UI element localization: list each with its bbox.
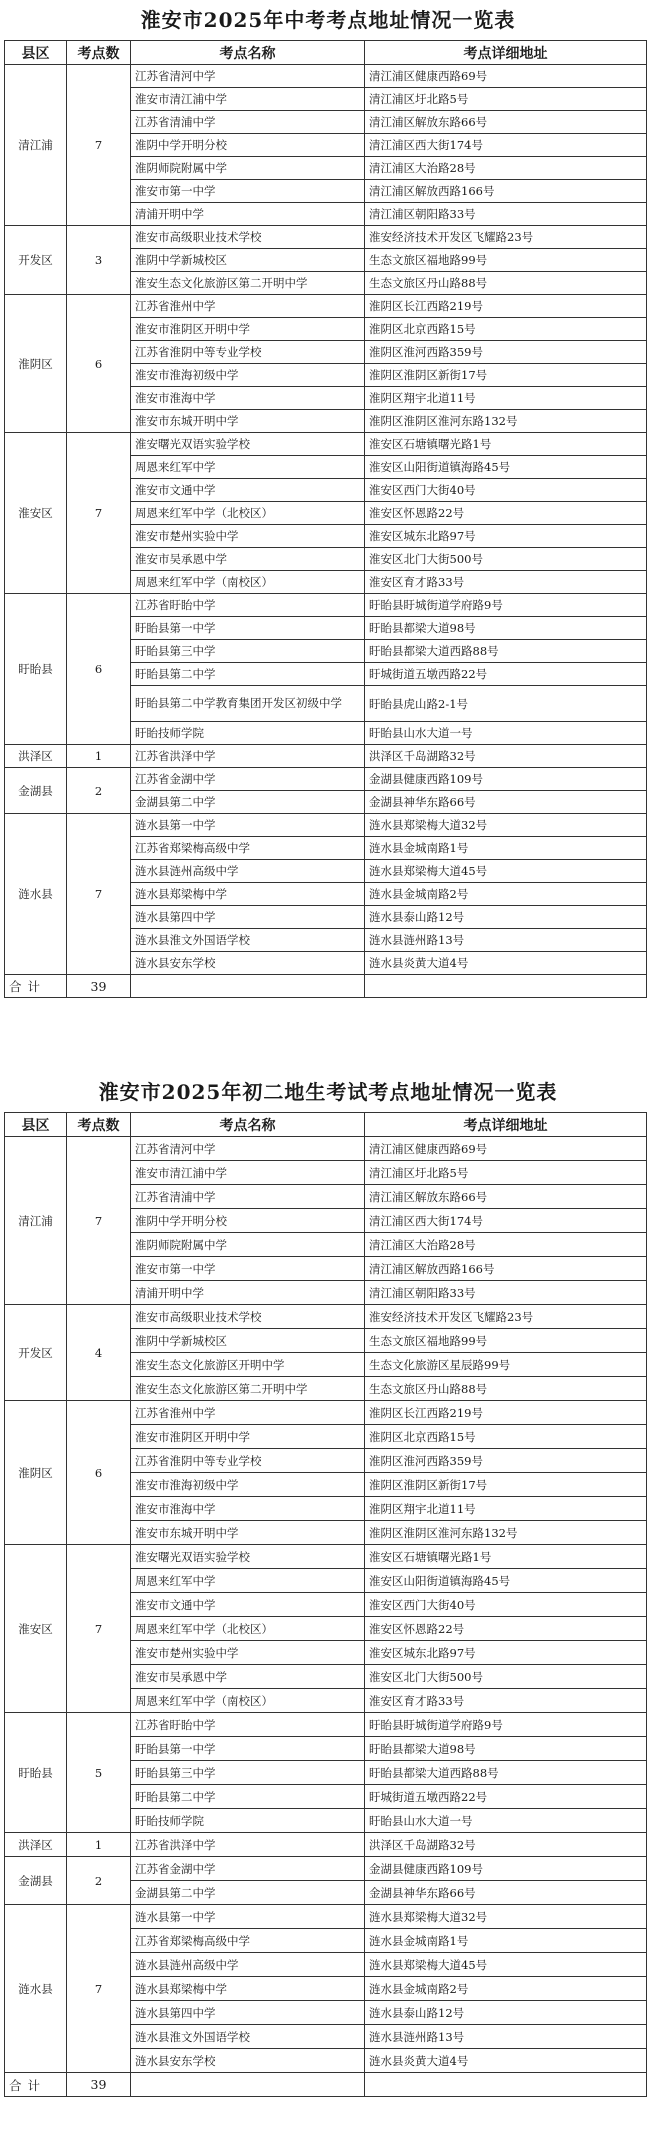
- zhongkao-sites-table: [4, 40, 647, 998]
- site-address-cell: 涟水县郑梁梅大道32号: [365, 1905, 647, 1929]
- total-count: 39: [67, 975, 131, 998]
- site-name-cell: 淮安市淮阴区开明中学: [131, 1425, 365, 1449]
- site-address-cell: 清江浦区解放西路166号: [365, 1257, 647, 1281]
- site-address-cell: 淮安区北门大街500号: [365, 548, 647, 571]
- site-address-cell: 盱眙县虎山路2-1号: [365, 686, 647, 722]
- district-cell: 清江浦: [5, 1137, 67, 1305]
- site-name-cell: 周恩来红军中学（北校区）: [131, 502, 365, 525]
- district-cell: 洪泽区: [5, 1833, 67, 1857]
- site-name-cell: 涟水县第四中学: [131, 2001, 365, 2025]
- site-address-cell: 淮阴区翔宇北道11号: [365, 1497, 647, 1521]
- site-address-cell: 盱眙县都梁大道西路88号: [365, 640, 647, 663]
- site-name-cell: 金湖县第二中学: [131, 1881, 365, 1905]
- district-cell: 开发区: [5, 1305, 67, 1401]
- site-name-cell: 周恩来红军中学: [131, 1569, 365, 1593]
- site-name-cell: 盱眙县第一中学: [131, 1737, 365, 1761]
- site-address-cell: 淮阴区北京西路15号: [365, 1425, 647, 1449]
- district-cell: 盱眙县: [5, 1713, 67, 1833]
- table-row: [5, 295, 647, 318]
- header-site-address: 考点详细地址: [365, 41, 647, 65]
- site-name-cell: 江苏省清浦中学: [131, 111, 365, 134]
- site-address-cell: 涟水县涟州路13号: [365, 2025, 647, 2049]
- site-address-cell: 淮阴区淮河西路359号: [365, 1449, 647, 1473]
- header-site-name: 考点名称: [131, 41, 365, 65]
- site-name-cell: 涟水县淮文外国语学校: [131, 2025, 365, 2049]
- site-address-cell: 盱城街道五墩西路22号: [365, 1785, 647, 1809]
- site-address-cell: 涟水县炎黄大道4号: [365, 952, 647, 975]
- site-address-cell: 清江浦区解放东路66号: [365, 1185, 647, 1209]
- site-address-cell: 淮阴区长江西路219号: [365, 295, 647, 318]
- zhongkao-section: [0, 0, 656, 994]
- site-address-cell: 盱眙县盱城街道学府路9号: [365, 1713, 647, 1737]
- site-address-cell: 淮安区城东北路97号: [365, 1641, 647, 1665]
- district-cell: 涟水县: [5, 814, 67, 975]
- site-address-cell: 盱眙县都梁大道98号: [365, 617, 647, 640]
- site-name-cell: 淮安市吴承恩中学: [131, 548, 365, 571]
- header-count: 考点数: [67, 1113, 131, 1137]
- table-row: [5, 768, 647, 791]
- site-address-cell: 生态文化旅游区星辰路99号: [365, 1353, 647, 1377]
- site-address-cell: 金湖县健康西路109号: [365, 768, 647, 791]
- site-name-cell: 涟水县第一中学: [131, 814, 365, 837]
- site-name-cell: 涟水县涟州高级中学: [131, 1953, 365, 1977]
- site-name-cell: 江苏省淮阴中等专业学校: [131, 1449, 365, 1473]
- site-name-cell: 淮安市清江浦中学: [131, 88, 365, 111]
- site-name-cell: 涟水县涟州高级中学: [131, 860, 365, 883]
- site-count-cell: 5: [67, 1713, 131, 1833]
- site-name-cell: 淮安市楚州实验中学: [131, 525, 365, 548]
- table-row: [5, 1905, 647, 1929]
- header-site-name: 考点名称: [131, 1113, 365, 1137]
- site-address-cell: 涟水县郑梁梅大道45号: [365, 1953, 647, 1977]
- site-address-cell: 淮安区石塘镇曙光路1号: [365, 433, 647, 456]
- site-name-cell: 淮安市第一中学: [131, 180, 365, 203]
- site-name-cell: 淮阴师院附属中学: [131, 1233, 365, 1257]
- site-count-cell: 7: [67, 433, 131, 594]
- table-title: 淮安市2025年中考考点地址情况一览表: [140, 8, 516, 32]
- site-name-cell: 淮阴中学新城校区: [131, 1329, 365, 1353]
- header-district: 县区: [5, 1113, 67, 1137]
- total-label: 合计: [5, 2073, 67, 2097]
- site-address-cell: 盱眙县山水大道一号: [365, 1809, 647, 1833]
- site-address-cell: 淮阴区淮河西路359号: [365, 341, 647, 364]
- site-count-cell: 6: [67, 594, 131, 745]
- site-name-cell: 淮阴中学新城校区: [131, 249, 365, 272]
- site-address-cell: 清江浦区健康西路69号: [365, 1137, 647, 1161]
- site-count-cell: 7: [67, 65, 131, 226]
- site-name-cell: 淮阴师院附属中学: [131, 157, 365, 180]
- total-row: [5, 975, 647, 998]
- table-row: [5, 1137, 647, 1161]
- total-row: [5, 2073, 647, 2097]
- district-cell: 涟水县: [5, 1905, 67, 2073]
- site-address-cell: 清江浦区圩北路5号: [365, 1161, 647, 1185]
- table-row: [5, 1713, 647, 1737]
- site-address-cell: 涟水县金城南路1号: [365, 837, 647, 860]
- site-name-cell: 淮安市文通中学: [131, 1593, 365, 1617]
- empty-cell: [365, 975, 647, 998]
- district-cell: 淮安区: [5, 433, 67, 594]
- site-name-cell: 江苏省盱眙中学: [131, 594, 365, 617]
- site-name-cell: 涟水县郑梁梅中学: [131, 1977, 365, 2001]
- table-title: 淮安市2025年初二地生考试考点地址情况一览表: [98, 1080, 558, 1104]
- site-name-cell: 江苏省淮阴中等专业学校: [131, 341, 365, 364]
- district-cell: 洪泽区: [5, 745, 67, 768]
- site-name-cell: 涟水县第四中学: [131, 906, 365, 929]
- site-name-cell: 江苏省郑梁梅高级中学: [131, 1929, 365, 1953]
- site-count-cell: 6: [67, 1401, 131, 1545]
- total-count: 39: [67, 2073, 131, 2097]
- site-name-cell: 涟水县郑梁梅中学: [131, 883, 365, 906]
- site-address-cell: 洪泽区千岛湖路32号: [365, 1833, 647, 1857]
- site-address-cell: 生态文旅区福地路99号: [365, 1329, 647, 1353]
- site-name-cell: 淮安市吴承恩中学: [131, 1665, 365, 1689]
- total-label: 合计: [5, 975, 67, 998]
- site-name-cell: 淮安市淮阴区开明中学: [131, 318, 365, 341]
- site-count-cell: 7: [67, 1905, 131, 2073]
- site-count-cell: 7: [67, 814, 131, 975]
- site-address-cell: 盱眙县山水大道一号: [365, 722, 647, 745]
- empty-cell: [131, 975, 365, 998]
- site-address-cell: 生态文旅区丹山路88号: [365, 1377, 647, 1401]
- site-name-cell: 江苏省清河中学: [131, 1137, 365, 1161]
- site-address-cell: 涟水县金城南路2号: [365, 1977, 647, 2001]
- site-address-cell: 淮阴区长江西路219号: [365, 1401, 647, 1425]
- site-address-cell: 清江浦区健康西路69号: [365, 65, 647, 88]
- site-name-cell: 淮安市淮海中学: [131, 1497, 365, 1521]
- site-address-cell: 清江浦区西大街174号: [365, 134, 647, 157]
- site-address-cell: 金湖县神华东路66号: [365, 791, 647, 814]
- site-address-cell: 盱眙县盱城街道学府路9号: [365, 594, 647, 617]
- site-name-cell: 淮安生态文化旅游区第二开明中学: [131, 1377, 365, 1401]
- site-address-cell: 淮安区山阳街道镇海路45号: [365, 456, 647, 479]
- district-cell: 清江浦: [5, 65, 67, 226]
- site-address-cell: 淮安区山阳街道镇海路45号: [365, 1569, 647, 1593]
- site-address-cell: 清江浦区朝阳路33号: [365, 1281, 647, 1305]
- site-name-cell: 金湖县第二中学: [131, 791, 365, 814]
- site-name-cell: 淮安市淮海初级中学: [131, 364, 365, 387]
- site-name-cell: 周恩来红军中学（南校区）: [131, 1689, 365, 1713]
- site-name-cell: 清浦开明中学: [131, 203, 365, 226]
- site-name-cell: 涟水县淮文外国语学校: [131, 929, 365, 952]
- site-name-cell: 淮安市文通中学: [131, 479, 365, 502]
- site-address-cell: 清江浦区西大街174号: [365, 1209, 647, 1233]
- district-cell: 开发区: [5, 226, 67, 295]
- site-count-cell: 2: [67, 768, 131, 814]
- site-address-cell: 淮阴区北京西路15号: [365, 318, 647, 341]
- site-address-cell: 金湖县健康西路109号: [365, 1857, 647, 1881]
- site-name-cell: 涟水县安东学校: [131, 2049, 365, 2073]
- site-name-cell: 盱眙技师学院: [131, 1809, 365, 1833]
- site-address-cell: 盱城街道五墩西路22号: [365, 663, 647, 686]
- site-address-cell: 清江浦区圩北路5号: [365, 88, 647, 111]
- site-name-cell: 涟水县安东学校: [131, 952, 365, 975]
- site-name-cell: 淮安生态文化旅游区开明中学: [131, 1353, 365, 1377]
- site-address-cell: 淮安区石塘镇曙光路1号: [365, 1545, 647, 1569]
- site-address-cell: 淮安经济技术开发区飞耀路23号: [365, 1305, 647, 1329]
- site-name-cell: 江苏省清浦中学: [131, 1185, 365, 1209]
- site-name-cell: 淮安生态文化旅游区第二开明中学: [131, 272, 365, 295]
- site-address-cell: 淮安区西门大街40号: [365, 1593, 647, 1617]
- district-cell: 淮阴区: [5, 295, 67, 433]
- table-header-row: [5, 1113, 647, 1137]
- table-row: [5, 1401, 647, 1425]
- site-address-cell: 金湖县神华东路66号: [365, 1881, 647, 1905]
- table-row: [5, 745, 647, 768]
- site-address-cell: 淮安区西门大街40号: [365, 479, 647, 502]
- header-count: 考点数: [67, 41, 131, 65]
- table-row: [5, 594, 647, 617]
- site-name-cell: 淮阴中学开明分校: [131, 1209, 365, 1233]
- site-count-cell: 6: [67, 295, 131, 433]
- site-name-cell: 盱眙县第一中学: [131, 617, 365, 640]
- site-address-cell: 生态文旅区福地路99号: [365, 249, 647, 272]
- site-address-cell: 生态文旅区丹山路88号: [365, 272, 647, 295]
- table-row: [5, 1305, 647, 1329]
- empty-cell: [365, 2073, 647, 2097]
- site-count-cell: 1: [67, 745, 131, 768]
- site-address-cell: 涟水县郑梁梅大道32号: [365, 814, 647, 837]
- site-name-cell: 淮安市楚州实验中学: [131, 1641, 365, 1665]
- site-name-cell: 清浦开明中学: [131, 1281, 365, 1305]
- site-name-cell: 周恩来红军中学: [131, 456, 365, 479]
- empty-cell: [131, 2073, 365, 2097]
- site-address-cell: 清江浦区大治路28号: [365, 1233, 647, 1257]
- site-address-cell: 淮安区育才路33号: [365, 571, 647, 594]
- site-count-cell: 2: [67, 1857, 131, 1905]
- table-row: [5, 433, 647, 456]
- site-name-cell: 淮安市东城开明中学: [131, 410, 365, 433]
- site-address-cell: 清江浦区解放西路166号: [365, 180, 647, 203]
- district-cell: 淮阴区: [5, 1401, 67, 1545]
- site-name-cell: 周恩来红军中学（南校区）: [131, 571, 365, 594]
- site-name-cell: 淮安曙光双语实验学校: [131, 1545, 365, 1569]
- site-address-cell: 淮安区城东北路97号: [365, 525, 647, 548]
- site-address-cell: 淮安经济技术开发区飞耀路23号: [365, 226, 647, 249]
- table-row: [5, 65, 647, 88]
- site-address-cell: 清江浦区解放东路66号: [365, 111, 647, 134]
- site-address-cell: 淮阴区淮阴区淮河东路132号: [365, 410, 647, 433]
- site-count-cell: 1: [67, 1833, 131, 1857]
- header-site-address: 考点详细地址: [365, 1113, 647, 1137]
- site-name-cell: 盱眙技师学院: [131, 722, 365, 745]
- site-name-cell: 江苏省金湖中学: [131, 768, 365, 791]
- site-name-cell: 涟水县第一中学: [131, 1905, 365, 1929]
- site-address-cell: 涟水县金城南路2号: [365, 883, 647, 906]
- table-body: [5, 1137, 647, 2097]
- district-cell: 淮安区: [5, 1545, 67, 1713]
- table-row: [5, 1545, 647, 1569]
- site-address-cell: 淮安区怀恩路22号: [365, 502, 647, 525]
- site-count-cell: 7: [67, 1137, 131, 1305]
- site-address-cell: 涟水县泰山路12号: [365, 906, 647, 929]
- table-body: [5, 65, 647, 998]
- district-cell: 金湖县: [5, 1857, 67, 1905]
- site-name-cell: 江苏省清河中学: [131, 65, 365, 88]
- site-name-cell: 江苏省洪泽中学: [131, 1833, 365, 1857]
- site-name-cell: 江苏省洪泽中学: [131, 745, 365, 768]
- site-name-cell: 淮安曙光双语实验学校: [131, 433, 365, 456]
- site-name-cell: 淮安市淮海初级中学: [131, 1473, 365, 1497]
- site-name-cell: 淮安市东城开明中学: [131, 1521, 365, 1545]
- site-address-cell: 盱眙县都梁大道98号: [365, 1737, 647, 1761]
- site-address-cell: 淮安区怀恩路22号: [365, 1617, 647, 1641]
- site-name-cell: 盱眙县第三中学: [131, 1761, 365, 1785]
- site-name-cell: 江苏省淮州中学: [131, 1401, 365, 1425]
- site-address-cell: 涟水县郑梁梅大道45号: [365, 860, 647, 883]
- site-count-cell: 3: [67, 226, 131, 295]
- site-address-cell: 淮安区北门大街500号: [365, 1665, 647, 1689]
- table-row: [5, 1857, 647, 1881]
- site-name-cell: 淮安市高级职业技术学校: [131, 226, 365, 249]
- table-row: [5, 226, 647, 249]
- site-name-cell: 盱眙县第二中学: [131, 1785, 365, 1809]
- dishen-section: [0, 1072, 656, 2093]
- site-address-cell: 淮安区育才路33号: [365, 1689, 647, 1713]
- site-address-cell: 清江浦区朝阳路33号: [365, 203, 647, 226]
- site-name-cell: 盱眙县第三中学: [131, 640, 365, 663]
- site-address-cell: 涟水县泰山路12号: [365, 2001, 647, 2025]
- site-address-cell: 涟水县涟州路13号: [365, 929, 647, 952]
- site-name-cell: 江苏省淮州中学: [131, 295, 365, 318]
- site-address-cell: 淮阴区淮阴区淮河东路132号: [365, 1521, 647, 1545]
- table-row: [5, 1833, 647, 1857]
- site-address-cell: 盱眙县都梁大道西路88号: [365, 1761, 647, 1785]
- site-address-cell: 淮阴区翔宇北道11号: [365, 387, 647, 410]
- district-cell: 金湖县: [5, 768, 67, 814]
- site-name-cell: 淮安市淮海中学: [131, 387, 365, 410]
- site-name-cell: 淮安市清江浦中学: [131, 1161, 365, 1185]
- site-address-cell: 涟水县金城南路1号: [365, 1929, 647, 1953]
- site-address-cell: 涟水县炎黄大道4号: [365, 2049, 647, 2073]
- site-address-cell: 洪泽区千岛湖路32号: [365, 745, 647, 768]
- site-count-cell: 4: [67, 1305, 131, 1401]
- district-cell: 盱眙县: [5, 594, 67, 745]
- table-header-row: [5, 41, 647, 65]
- site-name-cell: 淮安市高级职业技术学校: [131, 1305, 365, 1329]
- site-name-cell: 淮安市第一中学: [131, 1257, 365, 1281]
- site-count-cell: 7: [67, 1545, 131, 1713]
- dishen-sites-table: [4, 1112, 647, 2097]
- site-name-cell: 淮阴中学开明分校: [131, 134, 365, 157]
- site-name-cell: 盱眙县第二中学教育集团开发区初级中学: [131, 686, 365, 722]
- site-name-cell: 江苏省金湖中学: [131, 1857, 365, 1881]
- site-name-cell: 江苏省盱眙中学: [131, 1713, 365, 1737]
- site-name-cell: 江苏省郑梁梅高级中学: [131, 837, 365, 860]
- site-name-cell: 周恩来红军中学（北校区）: [131, 1617, 365, 1641]
- site-name-cell: 盱眙县第二中学: [131, 663, 365, 686]
- site-address-cell: 清江浦区大治路28号: [365, 157, 647, 180]
- site-address-cell: 淮阴区淮阴区新街17号: [365, 364, 647, 387]
- site-address-cell: 淮阴区淮阴区新街17号: [365, 1473, 647, 1497]
- table-row: [5, 814, 647, 837]
- header-district: 县区: [5, 41, 67, 65]
